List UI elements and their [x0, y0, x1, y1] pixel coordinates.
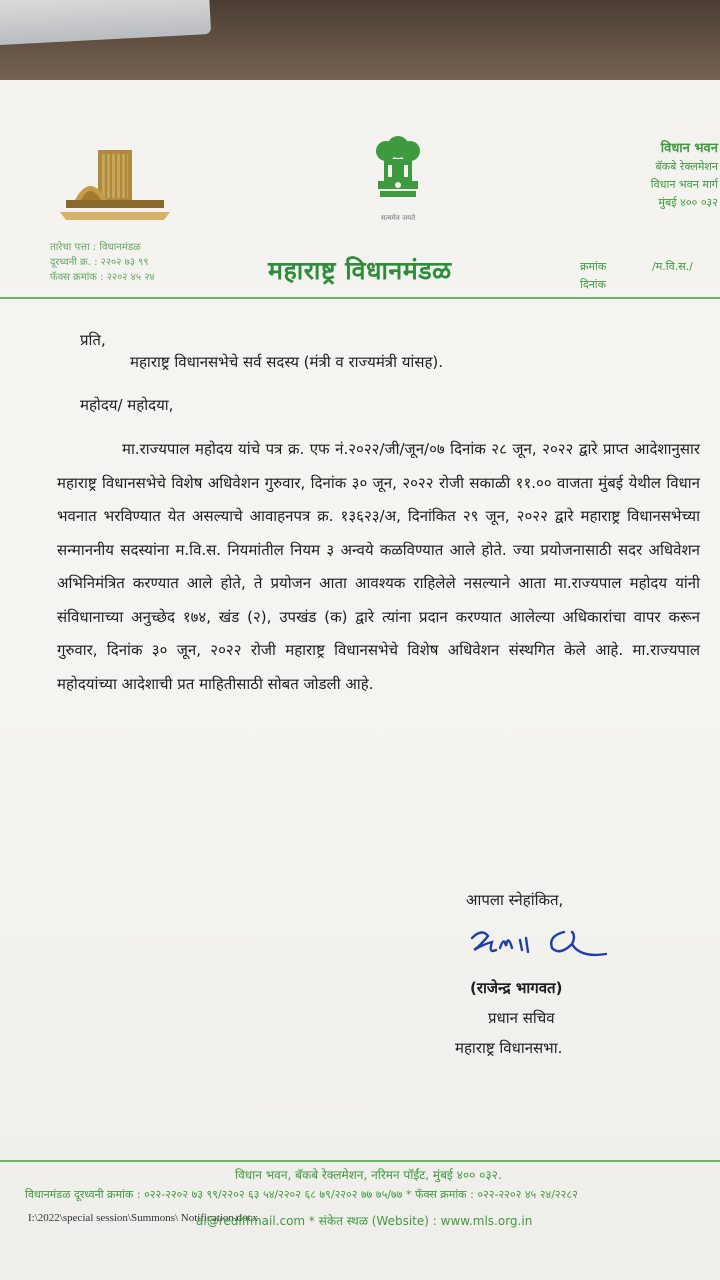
handwritten-signature-icon: [468, 920, 613, 970]
phone-number: दूरध्वनी क्र. : २२०२ ७३ ९९: [50, 257, 149, 268]
signatory-designation: प्रधान सचिव: [488, 1009, 555, 1027]
reference-value: /म.वि.स./: [652, 260, 693, 273]
office-address-line: विधान भवन मार्ग: [650, 178, 718, 191]
office-title: विधान भवन: [660, 141, 718, 156]
office-address-line: मुंबई ४०० ०३२: [658, 196, 718, 209]
addressee: महाराष्ट्र विधानसभेचे सर्व सदस्य (मंत्री व राज्यमंत्री यांसह).: [130, 353, 444, 371]
reference-block: [580, 258, 693, 294]
letterhead-title: महाराष्ट्र विधानमंडळ: [268, 256, 452, 285]
emblem-motto: सत्यमेव जयते: [380, 214, 416, 222]
reference-label: क्रमांक: [580, 260, 607, 273]
date-label: दिनांक: [580, 278, 607, 291]
signatory-organisation: महाराष्ट्र विधानसभा.: [455, 1039, 563, 1057]
footer-address: विधान भवन, बॅकबे रेक्लमेशन, नरिमन पॉईंट, मुंबई ४०० ०३२.: [235, 1168, 502, 1182]
ashoka-emblem-icon: [370, 135, 426, 213]
letter-paragraph: मा.राज्यपाल महोदय यांचे पत्र क्र. एफ नं.२०२२/जी/जून/०७ दिनांक २८ जून, २०२२ द्वारे प्राप्त आदेशानुसार महाराष्ट्र विधानसभेचे विशेष अधिवेशन गुरुवार, दिनांक ३० जून, २०२२ रोजी सकाळी ११.०० वाजता मुंबई येथील विधान भवनात भरविण्यात येत असल्याचे आवाहनपत्र क्र. १३६२३/अ, दिनांकित २९ जून, २०२२ द्वारे महाराष्ट्र विधानसभेच्या सन्माननीय सदस्यांना म.वि.स. नियमांतील नियम ३ अन्वये कळविण्यात आले होते. ज्या प्रयोजनासाठी सदर अधिवेशन अभिनिमंत्रित करण्यात आले होते, ते प्रयोजन आता आवश्यक राहिलेले नसल्याने आता मा.राज्यपाल महोदय यांनी संविधानाच्या अनुच्छेद १७४, खंड (२), उपखंड (क) द्वारे त्यांना प्रदान करण्यात आलेल्या अधिकारांचा वापर करून गुरुवार, दिनांक ३० जून, २०२२ रोजी महाराष्ट्र विधानसभेचे विशेष अधिवेशन संस्थगित केले आहे. मा.राज्यपाल महोदयांच्या आदेशाची प्रत माहितीसाठी सोबत जोडली आहे.: [57, 440, 700, 693]
vidhan-bhavan-logo-icon: [60, 140, 170, 228]
signatory-name: (राजेन्द्र भागवत): [470, 979, 563, 997]
closing: आपला स्नेहांकित,: [466, 891, 564, 909]
salutation: महोदय/ महोदया,: [80, 396, 174, 414]
to-label: प्रति,: [80, 331, 106, 349]
fax-number: फॅक्स क्रमांक : २२०२ ४५ २४: [50, 272, 155, 283]
footer-divider: [0, 1160, 720, 1162]
footer-phones: विधानमंडळ दूरध्वनी क्रमांक : ०२२-२२०२ ७३ ९९/२२०२ ६३ ५४/२२०२ ६८ ७९/२२०२ ७७ ७५/७७ * फॅक्स क्रमांक : ०२२-२२०२ ४५ २४/२२८२: [25, 1188, 578, 1201]
office-address-line: बॅकबे रेक्लमेशन: [655, 160, 718, 173]
contact-block: [50, 240, 155, 285]
header-divider: [0, 297, 720, 299]
office-address: [606, 140, 718, 212]
file-path: I:\2022\special session\Summons\ Notification.docx: [28, 1212, 259, 1224]
telegram-address: तारेचा पत्ता : विधानमंडळ: [50, 242, 141, 253]
footer-email-website: ai@rediffmail.com * संकेत स्थळ (Website) : www.mls.org.in: [196, 1214, 533, 1228]
